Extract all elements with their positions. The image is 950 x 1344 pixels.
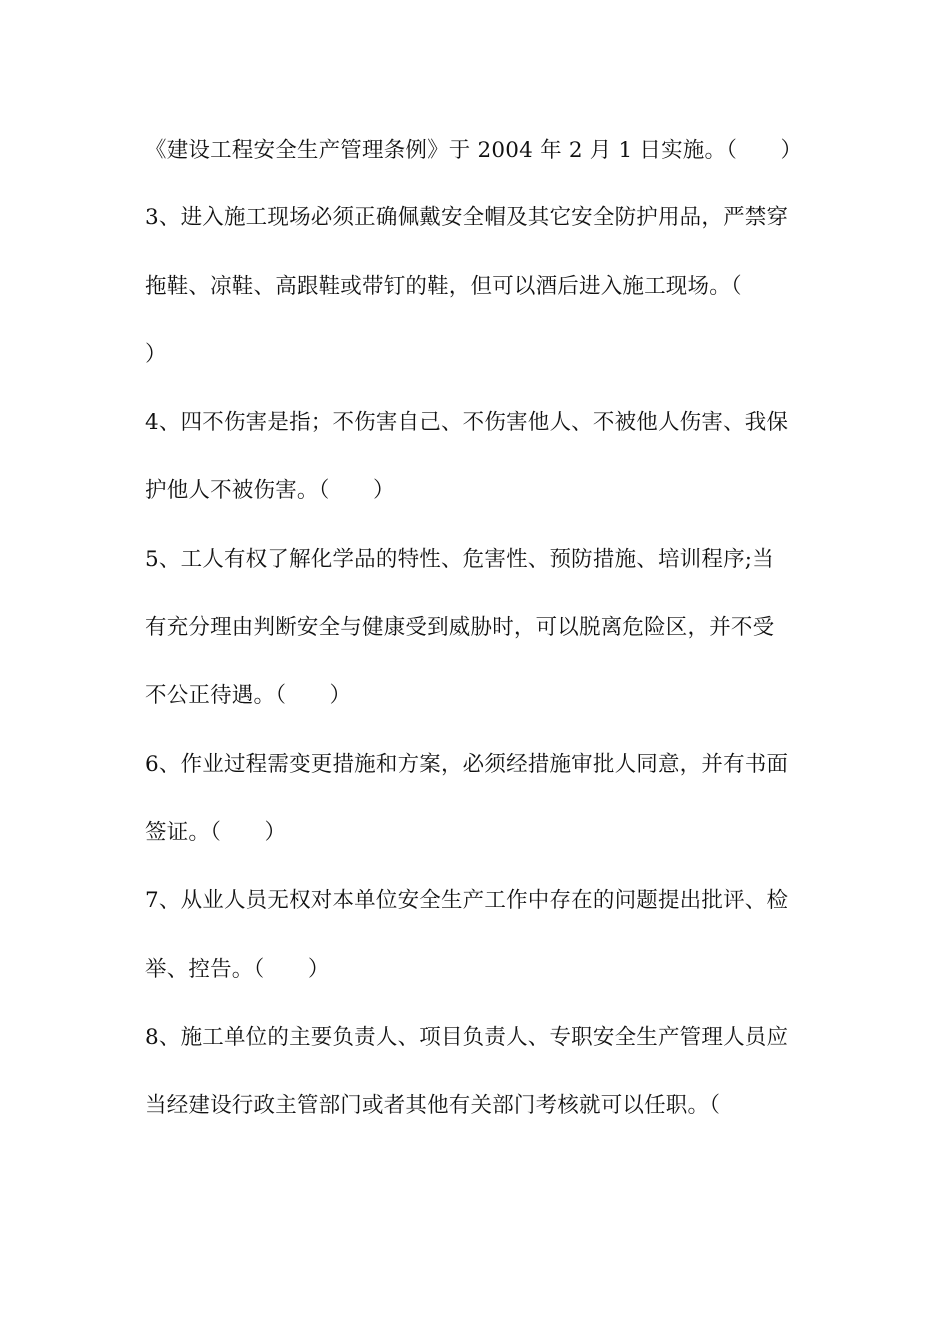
text-line-3: 拖鞋、凉鞋、高跟鞋或带钉的鞋，但可以酒后进入施工现场。（: [145, 274, 742, 299]
text-line-4: ）: [145, 342, 167, 367]
text-line-1: 《建设工程安全生产管理条例》于 2004 年 2 月 1 日实施。（ ）: [145, 138, 803, 163]
text-line-10: 6、作业过程需变更措施和方案，必须经措施审批人同意，并有书面: [145, 752, 789, 777]
text-line-12: 7、从业人员无权对本单位安全生产工作中存在的问题提出批评、检: [145, 888, 789, 913]
text-line-2: 3、进入施工现场必须正确佩戴安全帽及其它安全防护用品，严禁穿: [145, 205, 789, 230]
text-line-13: 举、控告。（ ）: [145, 957, 330, 982]
text-line-11: 签证。（ ）: [145, 820, 287, 845]
text-line-7: 5、工人有权了解化学品的特性、危害性、预防措施、培训程序;当: [145, 547, 774, 572]
text-line-8: 有充分理由判断安全与健康受到威胁时，可以脱离危险区，并不受: [145, 615, 775, 640]
text-line-6: 护他人不被伤害。（ ）: [145, 478, 395, 503]
text-line-9: 不公正待遇。（ ）: [145, 683, 352, 708]
text-line-15: 当经建设行政主管部门或者其他有关部门考核就可以任职。（: [145, 1093, 721, 1118]
text-line-14: 8、施工单位的主要负责人、项目负责人、专职安全生产管理人员应: [145, 1025, 789, 1050]
text-line-5: 4、四不伤害是指；不伤害自己、不伤害他人、不被他人伤害、我保: [145, 410, 789, 435]
